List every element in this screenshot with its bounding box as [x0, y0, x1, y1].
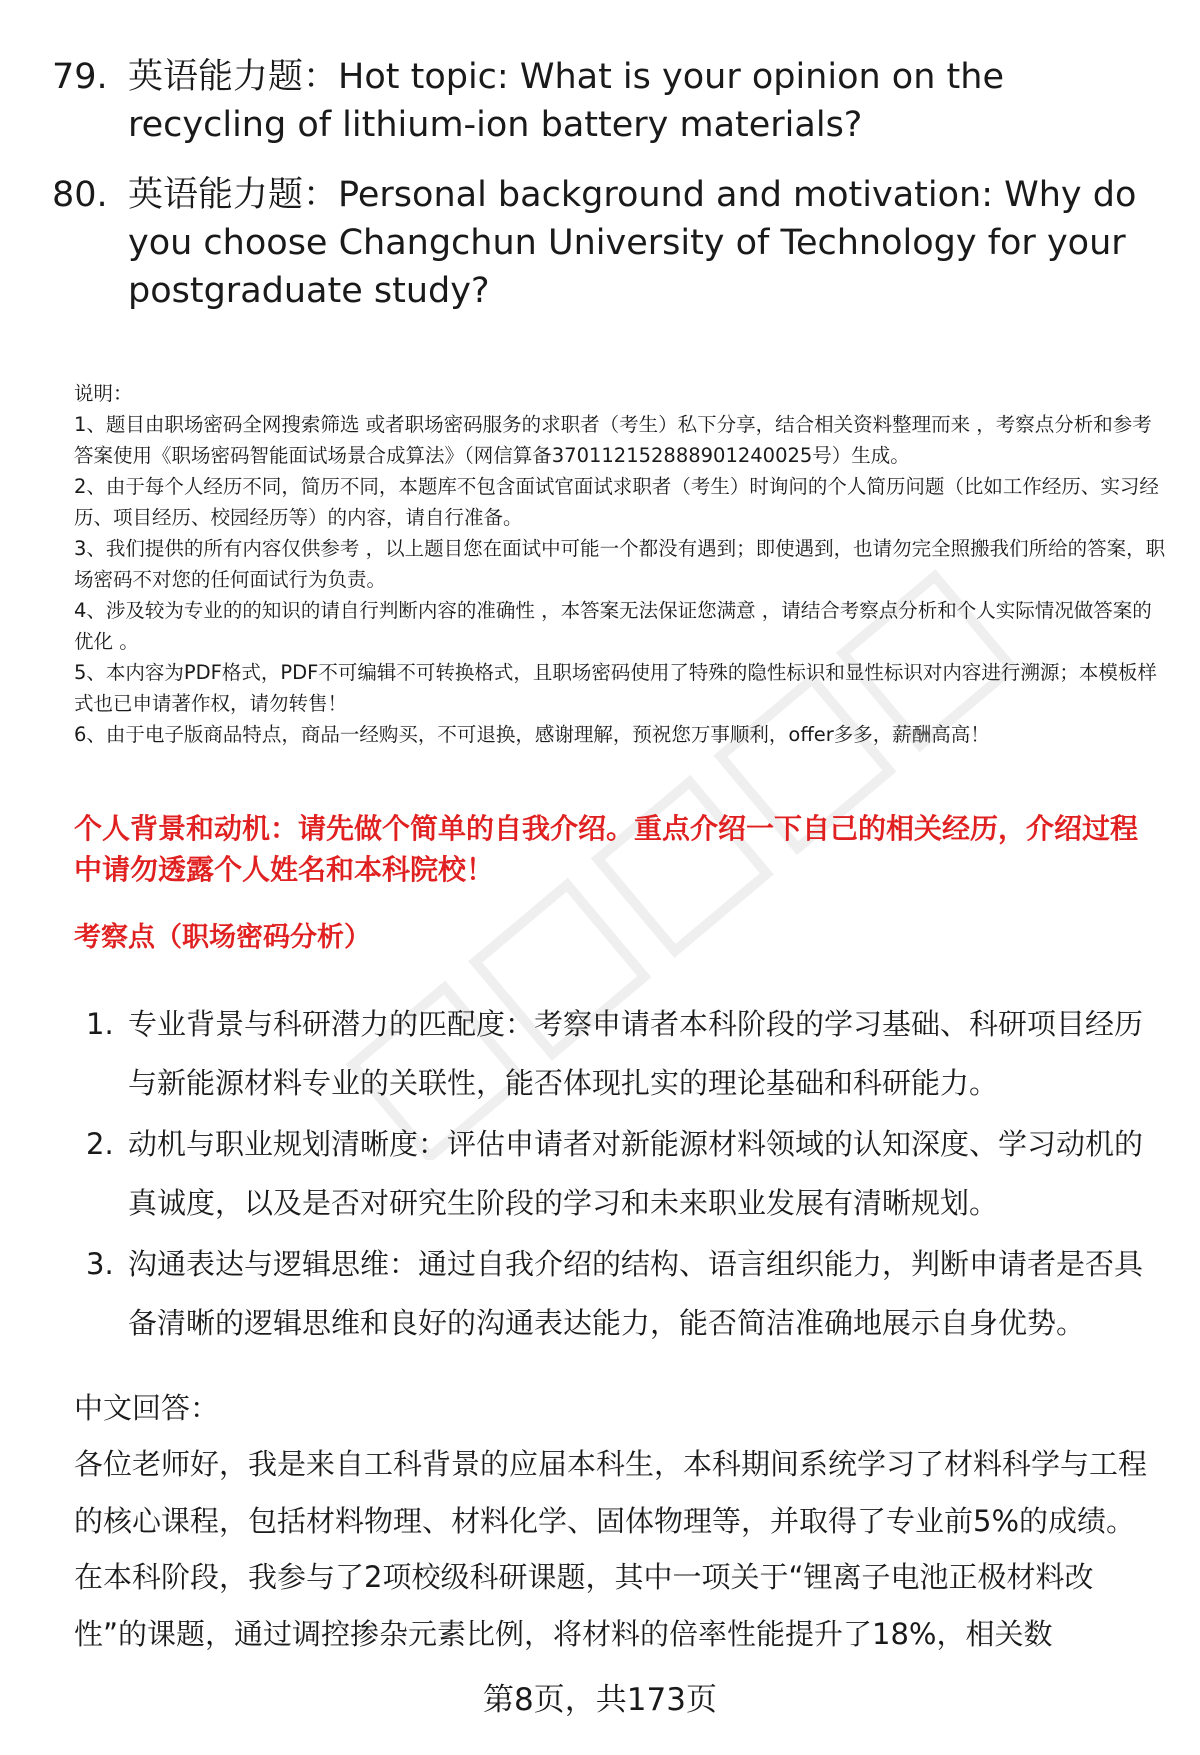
list-item	[86, 1115, 1166, 1233]
note-item: 6、由于电子版商品特点，商品一经购买，不可退换，感谢理解，预祝您万事顺利，offer多多，薪酬高高！	[74, 723, 990, 746]
question-number: 80.	[52, 175, 108, 215]
note-item: 4、涉及较为专业的的知识的请自行判断内容的准确性 ，本答案无法保证您满意 ，请结合考察点分析和个人实际情况做答案的优化 。	[74, 599, 1152, 653]
item-text: 专业背景与科研潜力的匹配度：考察申请者本科阶段的学习基础、科研项目经历与新能源材料专业的关联性，能否体现扎实的理论基础和科研能力。	[128, 1007, 1144, 1100]
section-title: 个人背景和动机：请先做个简单的自我介绍。重点介绍一下自己的相关经历，介绍过程中请勿透露个人姓名和本科院校！	[74, 812, 1139, 886]
disclaimer-notes	[74, 378, 1166, 750]
item-number: 1.	[86, 1007, 114, 1041]
question-text: 英语能力题：Personal background and motivation: Why do you choose Changchun University of Technology for your postgraduate study?	[128, 175, 1137, 311]
note-item: 2、由于每个人经历不同，简历不同，本题库不包含面试官面试求职者（考生）时询问的个人简历问题（比如工作经历、实习经历、项目经历、校园经历等）的内容，请自行准备。	[74, 475, 1159, 529]
note-item: 1、题目由职场密码全网搜索筛选 或者职场密码服务的求职者（考生）私下分享，结合相关资料整理而来 ，考察点分析和参考答案使用《职场密码智能面试场景合成算法》（网信算备370112152888901240025号）生成。	[74, 413, 1152, 467]
question-80	[52, 171, 1162, 315]
list-item	[86, 1235, 1166, 1353]
question-79	[52, 53, 1162, 149]
question-text: 英语能力题：Hot topic: What is your opinion on the recycling of lithium-ion battery materials?	[128, 57, 1004, 145]
list-item	[86, 995, 1166, 1113]
item-number: 3.	[86, 1247, 114, 1281]
item-number: 2.	[86, 1127, 114, 1161]
answer-label: 中文回答：	[74, 1391, 220, 1425]
note-item: 5、本内容为PDF格式，PDF不可编辑不可转换格式，且职场密码使用了特殊的隐性标识和显性标识对内容进行溯源；本模板样式也已申请著作权，请勿转售！	[74, 661, 1157, 715]
answer-body: 各位老师好，我是来自工科背景的应届本科生，本科期间系统学习了材料科学与工程的核心课程，包括材料物理、材料化学、固体物理等，并取得了专业前5%的成绩。在本科阶段，我参与了2项校级科研课题，其中一项关于“锂离子电池正极材料改性”的课题，通过调控掺杂元素比例，将材料的倍率性能提升了18%，相关数	[74, 1447, 1148, 1651]
note-item: 3、我们提供的所有内容仅供参考 ，以上题目您在面试中可能一个都没有遇到；即使遇到，也请勿完全照搬我们所给的答案，职场密码不对您的任何面试行为负责。	[74, 537, 1166, 591]
question-number: 79.	[52, 57, 108, 97]
page-footer: 第8页，共173页	[483, 1682, 717, 1718]
item-text: 动机与职业规划清晰度：评估申请者对新能源材料领域的认知深度、学习动机的真诚度，以及是否对研究生阶段的学习和未来职业发展有清晰规划。	[128, 1127, 1144, 1220]
notes-title: 说明：	[74, 382, 133, 405]
item-text: 沟通表达与逻辑思维：通过自我介绍的结构、语言组织能力，判断申请者是否具备清晰的逻辑思维和良好的沟通表达能力，能否简洁准确地展示自身优势。	[128, 1247, 1144, 1340]
assessment-points-title: 考察点（职场密码分析）	[74, 922, 371, 953]
assessment-points-list	[86, 995, 1166, 1355]
